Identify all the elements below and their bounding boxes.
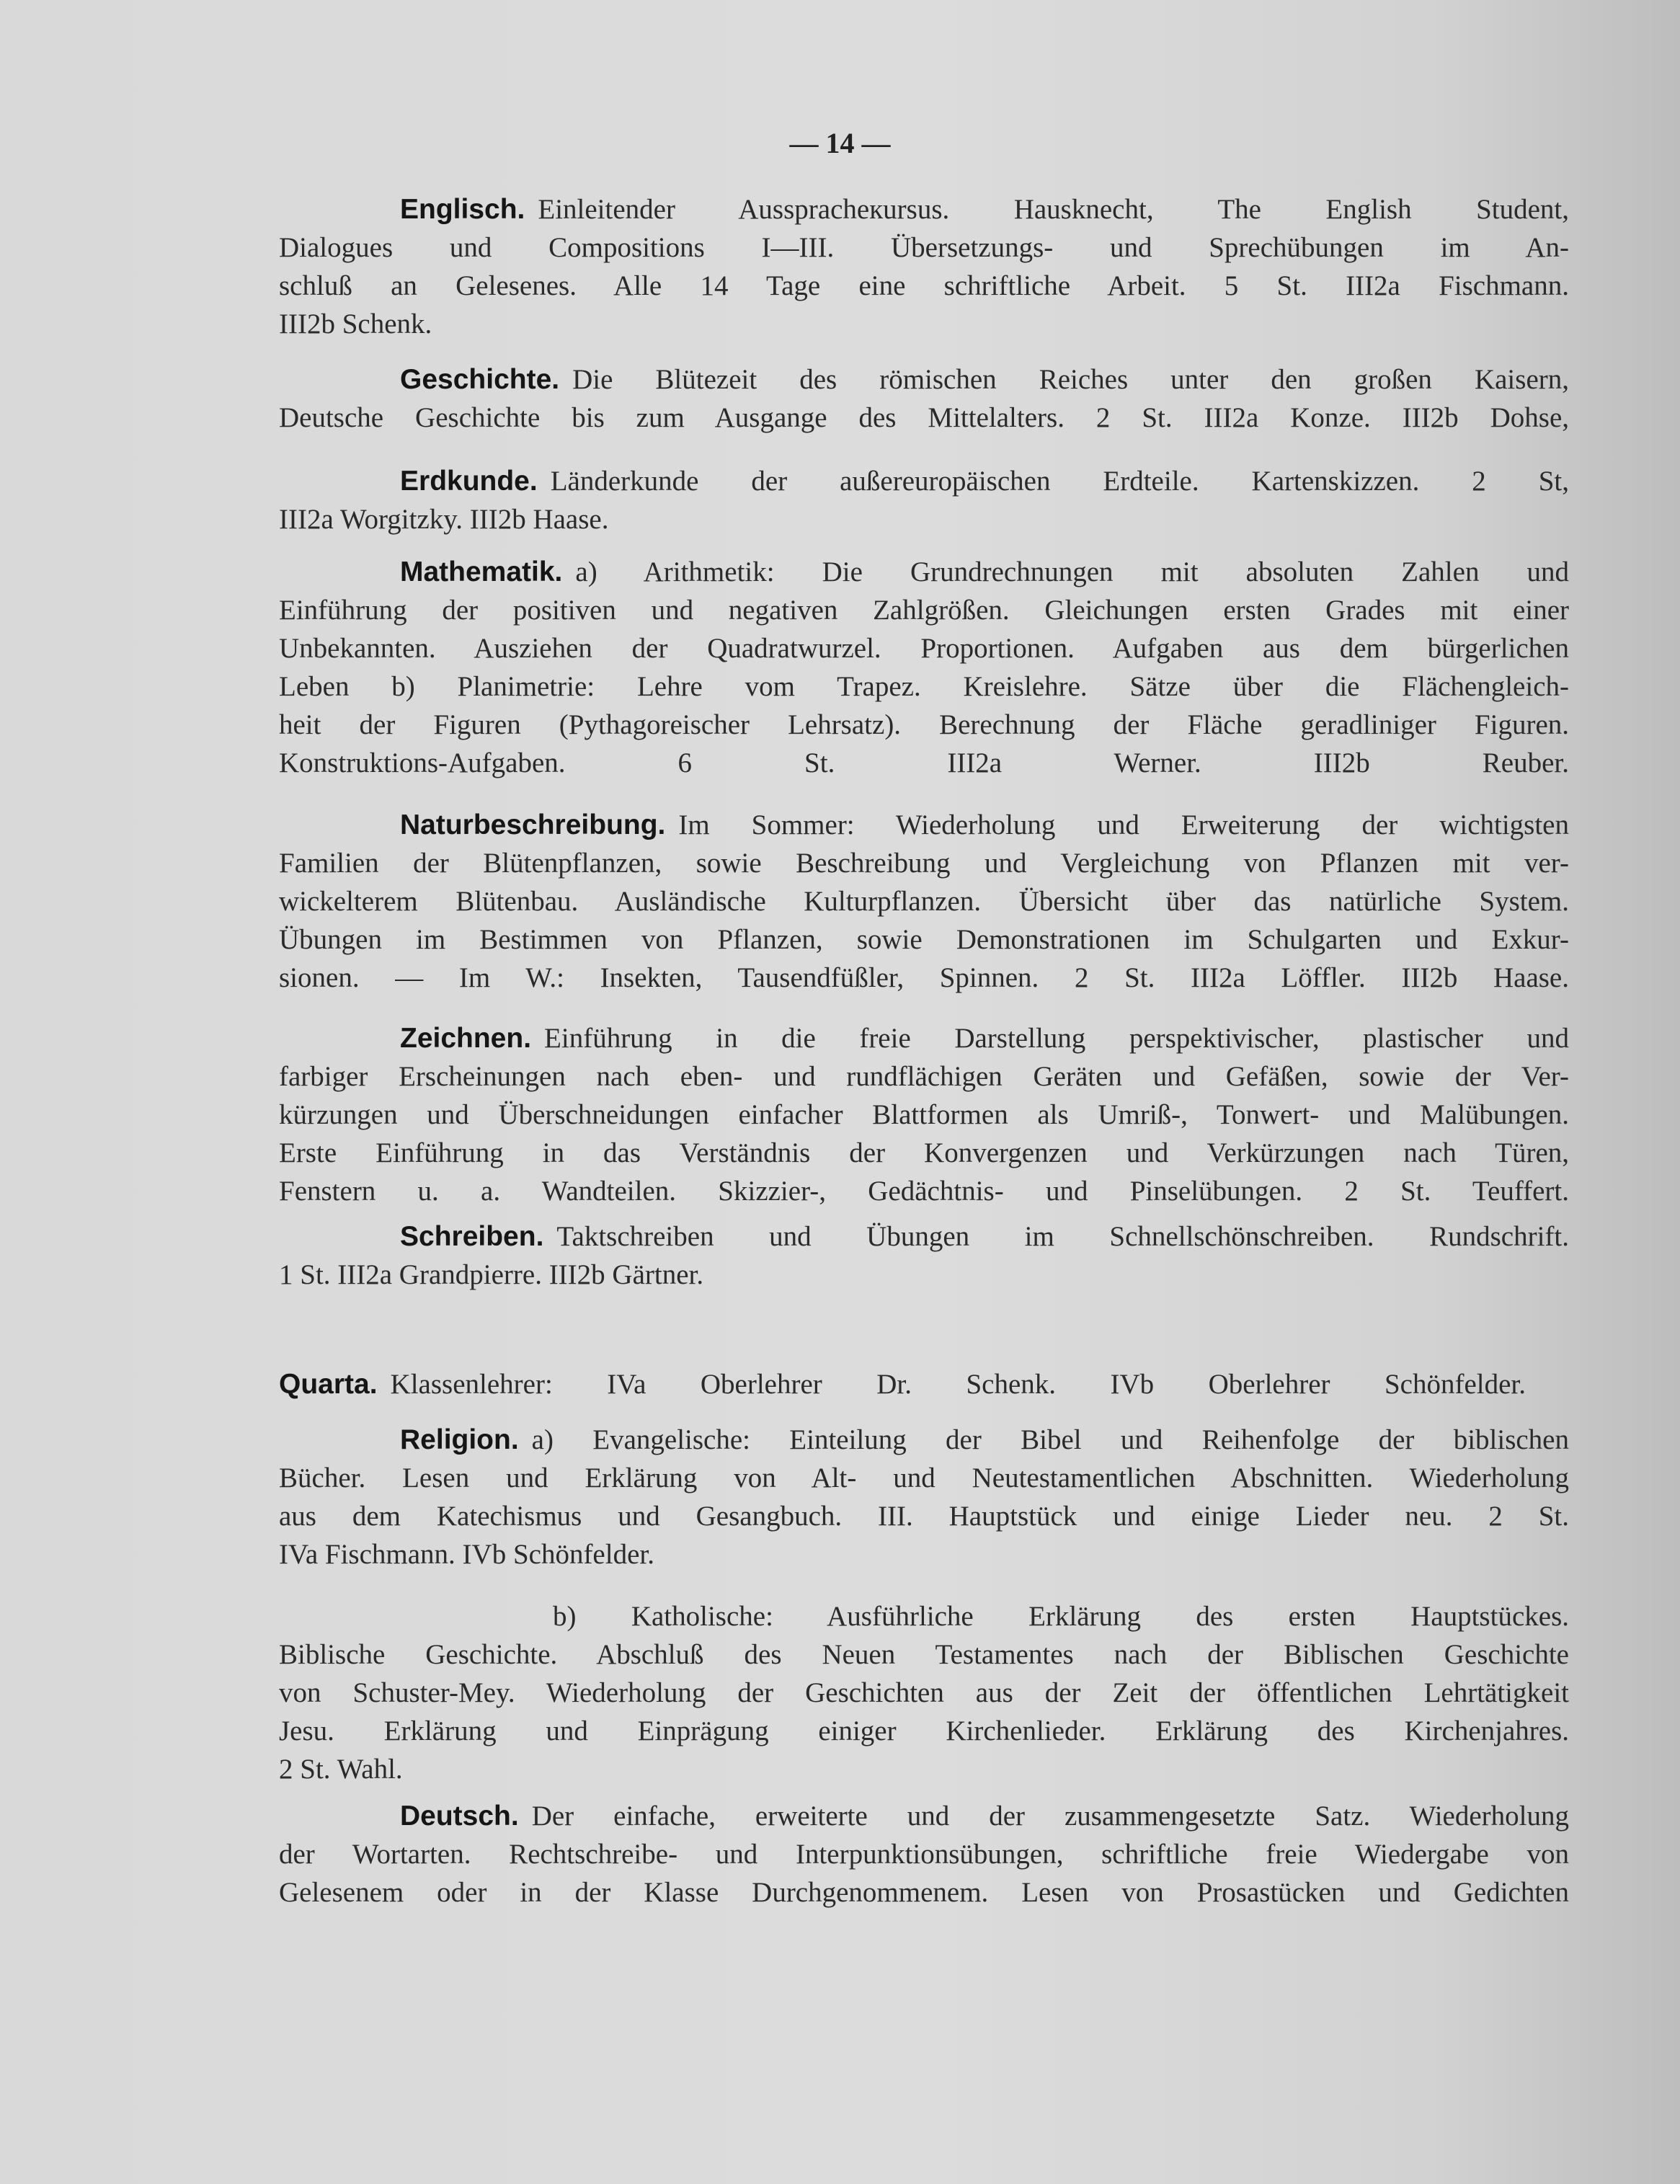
text-line [279,629,1569,667]
text-line [279,1172,1569,1210]
section-heading: Naturbeschreibung. [400,809,666,840]
text-line [279,1365,1526,1403]
line-text: farbiger Erscheinungen nach eben- und rundflächigen Geräten und Gefäßen, sowie der Ver- [279,1061,1569,1092]
section-heading: Religion. [400,1424,519,1455]
line-text: von Schuster-Mey. Wiederholung der Geschichten aus der Zeit der öffentlichen Lehrtätigkeit [279,1677,1569,1708]
line-text: sionen. — Im W.: Insekten, Tausendfüßler, Spinnen. 2 St. III2a Löffler. III2b Haase. [279,962,1569,993]
line-text: IVa Fischmann. IVb Schönfelder. [279,1539,654,1570]
line-text: a) Arithmetik: Die Grundrechnungen mit absoluten Zahlen und [575,556,1569,587]
section-geschichte [279,360,1569,437]
section-mathematik [279,553,1569,782]
line-text: der Wortarten. Rechtschreibe- und Interpunktionsübungen, schriftliche freie Wiedergabe von [279,1839,1569,1870]
text-line [279,1256,1569,1294]
line-text: Dialogues und Compositions I—III. Übersetzungs- und Sprechübungen im An- [279,232,1569,263]
text-line [279,1635,1569,1674]
section-deutsch [279,1797,1569,1912]
text-line [279,1217,1569,1256]
text-line [279,1674,1569,1712]
section-heading: Zeichnen. [400,1023,532,1054]
section-heading: Erdkunde. [400,466,538,497]
line-text: Einleitender Ausspracheкursus. Hausknecht, The English Student, [538,194,1569,225]
line-text: b) Katholische: Ausführliche Erklärung des ersten Hauptstückes. [553,1601,1569,1632]
text-line [279,844,1569,882]
line-text: III2b Schenk. [279,308,432,339]
section-religion-a [279,1421,1569,1573]
section-englisch [279,190,1569,343]
text-line [279,1835,1569,1873]
text-line [279,553,1569,591]
section-heading: Geschichte. [400,364,560,395]
line-text: Länderkunde der außereuropäischen Erdteile. Kartenskizzen. 2 St, [550,466,1569,497]
section-heading: Quarta. [279,1369,378,1400]
text-line [279,190,1569,228]
text-line [279,744,1569,782]
line-text: Jesu. Erklärung und Einprägung einiger Kirchenlieder. Erklärung des Kirchenjahres. [279,1715,1569,1746]
line-text: Deutsche Geschichte bis zum Ausgange des Mittelalters. 2 St. III2a Konze. III2b Dohse, [279,402,1569,433]
section-erdkunde [279,462,1569,538]
text-line [279,1535,1569,1573]
line-text: wickelterem Blütenbau. Ausländische Kulturpflanzen. Übersicht über das natürliche System. [279,886,1569,917]
section-quarta [279,1365,1569,1403]
text-line [279,882,1569,920]
text-line [279,305,1569,343]
text-line [279,1459,1569,1497]
text-line [279,959,1569,997]
text-line [279,667,1569,706]
text-line [279,399,1569,437]
line-text: Leben b) Planimetrie: Lehre vom Trapez. Kreislehre. Sätze über die Flächengleich- [279,671,1569,702]
text-line [279,267,1569,305]
line-text: 2 St. Wahl. [279,1754,403,1785]
text-line [279,1096,1569,1134]
page-number: — 14 — [789,127,891,159]
line-text: Taktschreiben und Übungen im Schnellschönschreiben. Rundschrift. [556,1221,1569,1252]
text-line [279,360,1569,399]
text-line [279,706,1569,744]
text-line [279,920,1569,959]
line-text: schluß an Gelesenes. Alle 14 Tage eine schriftliche Arbeit. 5 St. III2a Fischmann. [279,270,1569,301]
section-zeichnen [279,1019,1569,1210]
section-heading: Deutsch. [400,1801,519,1832]
line-text: 1 St. III2a Grandpierre. III2b Gärtner. [279,1259,704,1290]
text-line [279,1497,1569,1535]
section-naturbeschreibung [279,806,1569,997]
line-text: a) Evangelische: Einteilung der Bibel und Reihenfolge der biblischen [531,1424,1569,1455]
line-text: heit der Figuren (Pythagoreischer Lehrsatz). Berechnung der Fläche geradliniger Figuren. [279,709,1569,740]
line-text: Familien der Blütenpflanzen, sowie Beschreibung und Vergleichung von Pflanzen mit ver- [279,848,1569,879]
text-line [279,1750,1569,1788]
line-text: Erste Einführung in das Verständnis der Konvergenzen und Verkürzungen nach Türen, [279,1137,1569,1168]
line-text: Einführung in die freie Darstellung perspektivischer, plastischer und [544,1023,1569,1054]
text-line [279,1019,1569,1057]
line-text: Unbekannten. Ausziehen der Quadratwurzel. Proportionen. Aufgaben aus dem bürgerlichen [279,633,1569,664]
text-line [279,1134,1569,1172]
line-text: Die Blütezeit des römischen Reiches unter den großen Kaisern, [572,364,1569,395]
line-text: Bücher. Lesen und Erklärung von Alt- und Neutestamentlichen Abschnitten. Wiederholung [279,1462,1569,1493]
section-heading: Schreiben. [400,1221,544,1252]
line-text: aus dem Katechismus und Gesangbuch. III. Hauptstück und einige Lieder neu. 2 St. [279,1501,1569,1532]
text-line [279,1057,1569,1096]
section-heading: Englisch. [400,194,525,225]
line-text: Gelesenem oder in der Klasse Durchgenommenem. Lesen von Prosastücken und Gedichten [279,1877,1569,1908]
line-text: Biblische Geschichte. Abschluß des Neuen Testamentes nach der Biblischen Geschichte [279,1639,1569,1670]
text-line [279,462,1569,500]
line-text: Im Sommer: Wiederholung und Erweiterung der wichtigsten [678,809,1569,840]
text-line [279,591,1569,629]
line-text: Fenstern u. a. Wandteilen. Skizzier-, Gedächtnis- und Pinselübungen. 2 St. Teuffert. [279,1176,1569,1207]
section-religion-b [279,1597,1569,1788]
line-text: Einführung der positiven und negativen Zahlgrößen. Gleichungen ersten Grades mit einer [279,595,1569,626]
text-line [279,1873,1569,1912]
line-text: Klassenlehrer: IVa Oberlehrer Dr. Schenk. IVb Oberlehrer Schönfelder. [390,1369,1526,1400]
line-text: kürzungen und Überschneidungen einfacher Blattformen als Umriß-, Tonwert- und Malübungen. [279,1099,1569,1130]
line-text: Konstruktions-Aufgaben. 6 St. III2a Werner. III2b Reuber. [279,747,1569,778]
line-text: Übungen im Bestimmen von Pflanzen, sowie Demonstrationen im Schulgarten und Exkur- [279,924,1569,955]
text-line [279,1712,1569,1750]
section-heading: Mathematik. [400,556,563,587]
line-text: Der einfache, erweiterte und der zusammengesetzte Satz. Wiederholung [531,1801,1569,1832]
text-line [279,1597,1569,1635]
text-line [279,806,1569,844]
text-line [279,500,1569,538]
text-line [279,228,1569,267]
line-text: III2a Worgitzky. III2b Haase. [279,504,609,535]
text-line [279,1421,1569,1459]
section-schreiben [279,1217,1569,1294]
text-line [279,1797,1569,1835]
